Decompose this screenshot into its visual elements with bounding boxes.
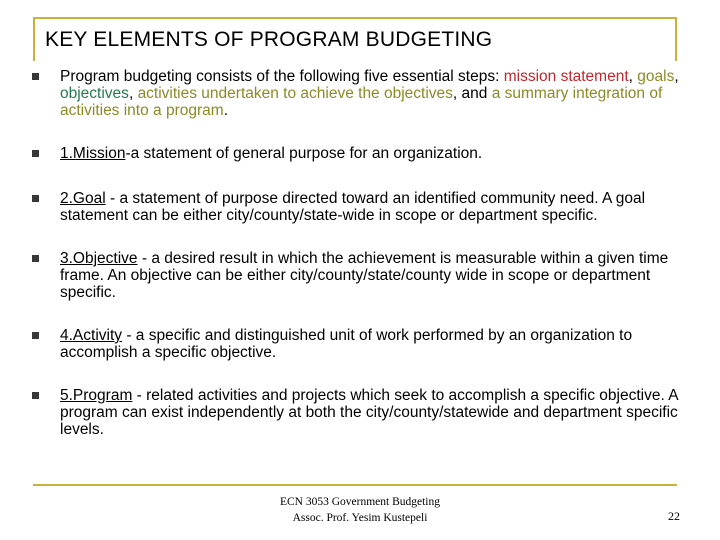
intro-summary: a summary integration of activities into a program [60,85,663,119]
intro-sep: , and [452,85,492,102]
footer [250,494,470,526]
intro-sep: , [128,85,138,102]
title-frame-top-rule [33,17,677,19]
objective-definition: - a desired result in which the achievement is measurable within a given time frame. An objective can be either city/county/state/county wide in scope or department specific. [60,250,669,301]
intro-activities: activities undertaken to achieve the objectives [137,85,453,102]
intro-sep: , [628,68,638,85]
footer-course: ECN 3053 Government Budgeting [279,496,441,508]
intro-objectives: objectives [60,85,129,102]
bullet-mission [30,145,690,162]
bullet-program [30,387,690,438]
footer-instructor: Assoc. Prof. Yesim Kustepeli [292,512,428,524]
intro-end: . [223,102,228,119]
bullet-objective [30,250,690,301]
intro-goals: goals [637,68,675,85]
program-term: 5.Program [60,387,133,404]
intro-mission: mission statement [503,68,629,85]
activity-definition: - a specific and distinguished unit of work performed by an organization to accomplish a specific objective. [60,327,633,361]
square-bullet-icon [32,255,39,262]
page-number: 22 [668,509,680,523]
title-frame-right-rule [675,17,677,61]
slide-title: KEY ELEMENTS OF PROGRAM BUDGETING [45,28,493,51]
square-bullet-icon [32,150,39,157]
intro-text: Program budgeting consists of the following five essential steps: [60,68,504,85]
goal-definition: - a statement of purpose directed toward an identified community need. A goal statement can be either city/county/state-wide in scope or department specific. [60,190,646,224]
goal-term: 2.Goal [60,190,106,207]
square-bullet-icon [32,73,39,80]
square-bullet-icon [32,332,39,339]
square-bullet-icon [32,195,39,202]
bullet-activity [30,327,690,361]
mission-definition: -a statement of general purpose for an organization. [125,145,483,162]
mission-term: 1.Mission [60,145,126,162]
activity-term: 4.Activity [60,327,123,344]
square-bullet-icon [32,392,39,399]
intro-sep: , [674,68,679,85]
footer-rule [33,484,677,486]
bullet-list [30,68,690,438]
title-frame-left-rule [33,17,35,61]
bullet-goal [30,190,690,224]
program-definition: - related activities and projects which seek to accomplish a specific objective. A program can exist independently at both the city/county/statewide and department specific levels. [60,387,678,438]
objective-term: 3.Objective [60,250,138,267]
bullet-intro [30,68,690,119]
